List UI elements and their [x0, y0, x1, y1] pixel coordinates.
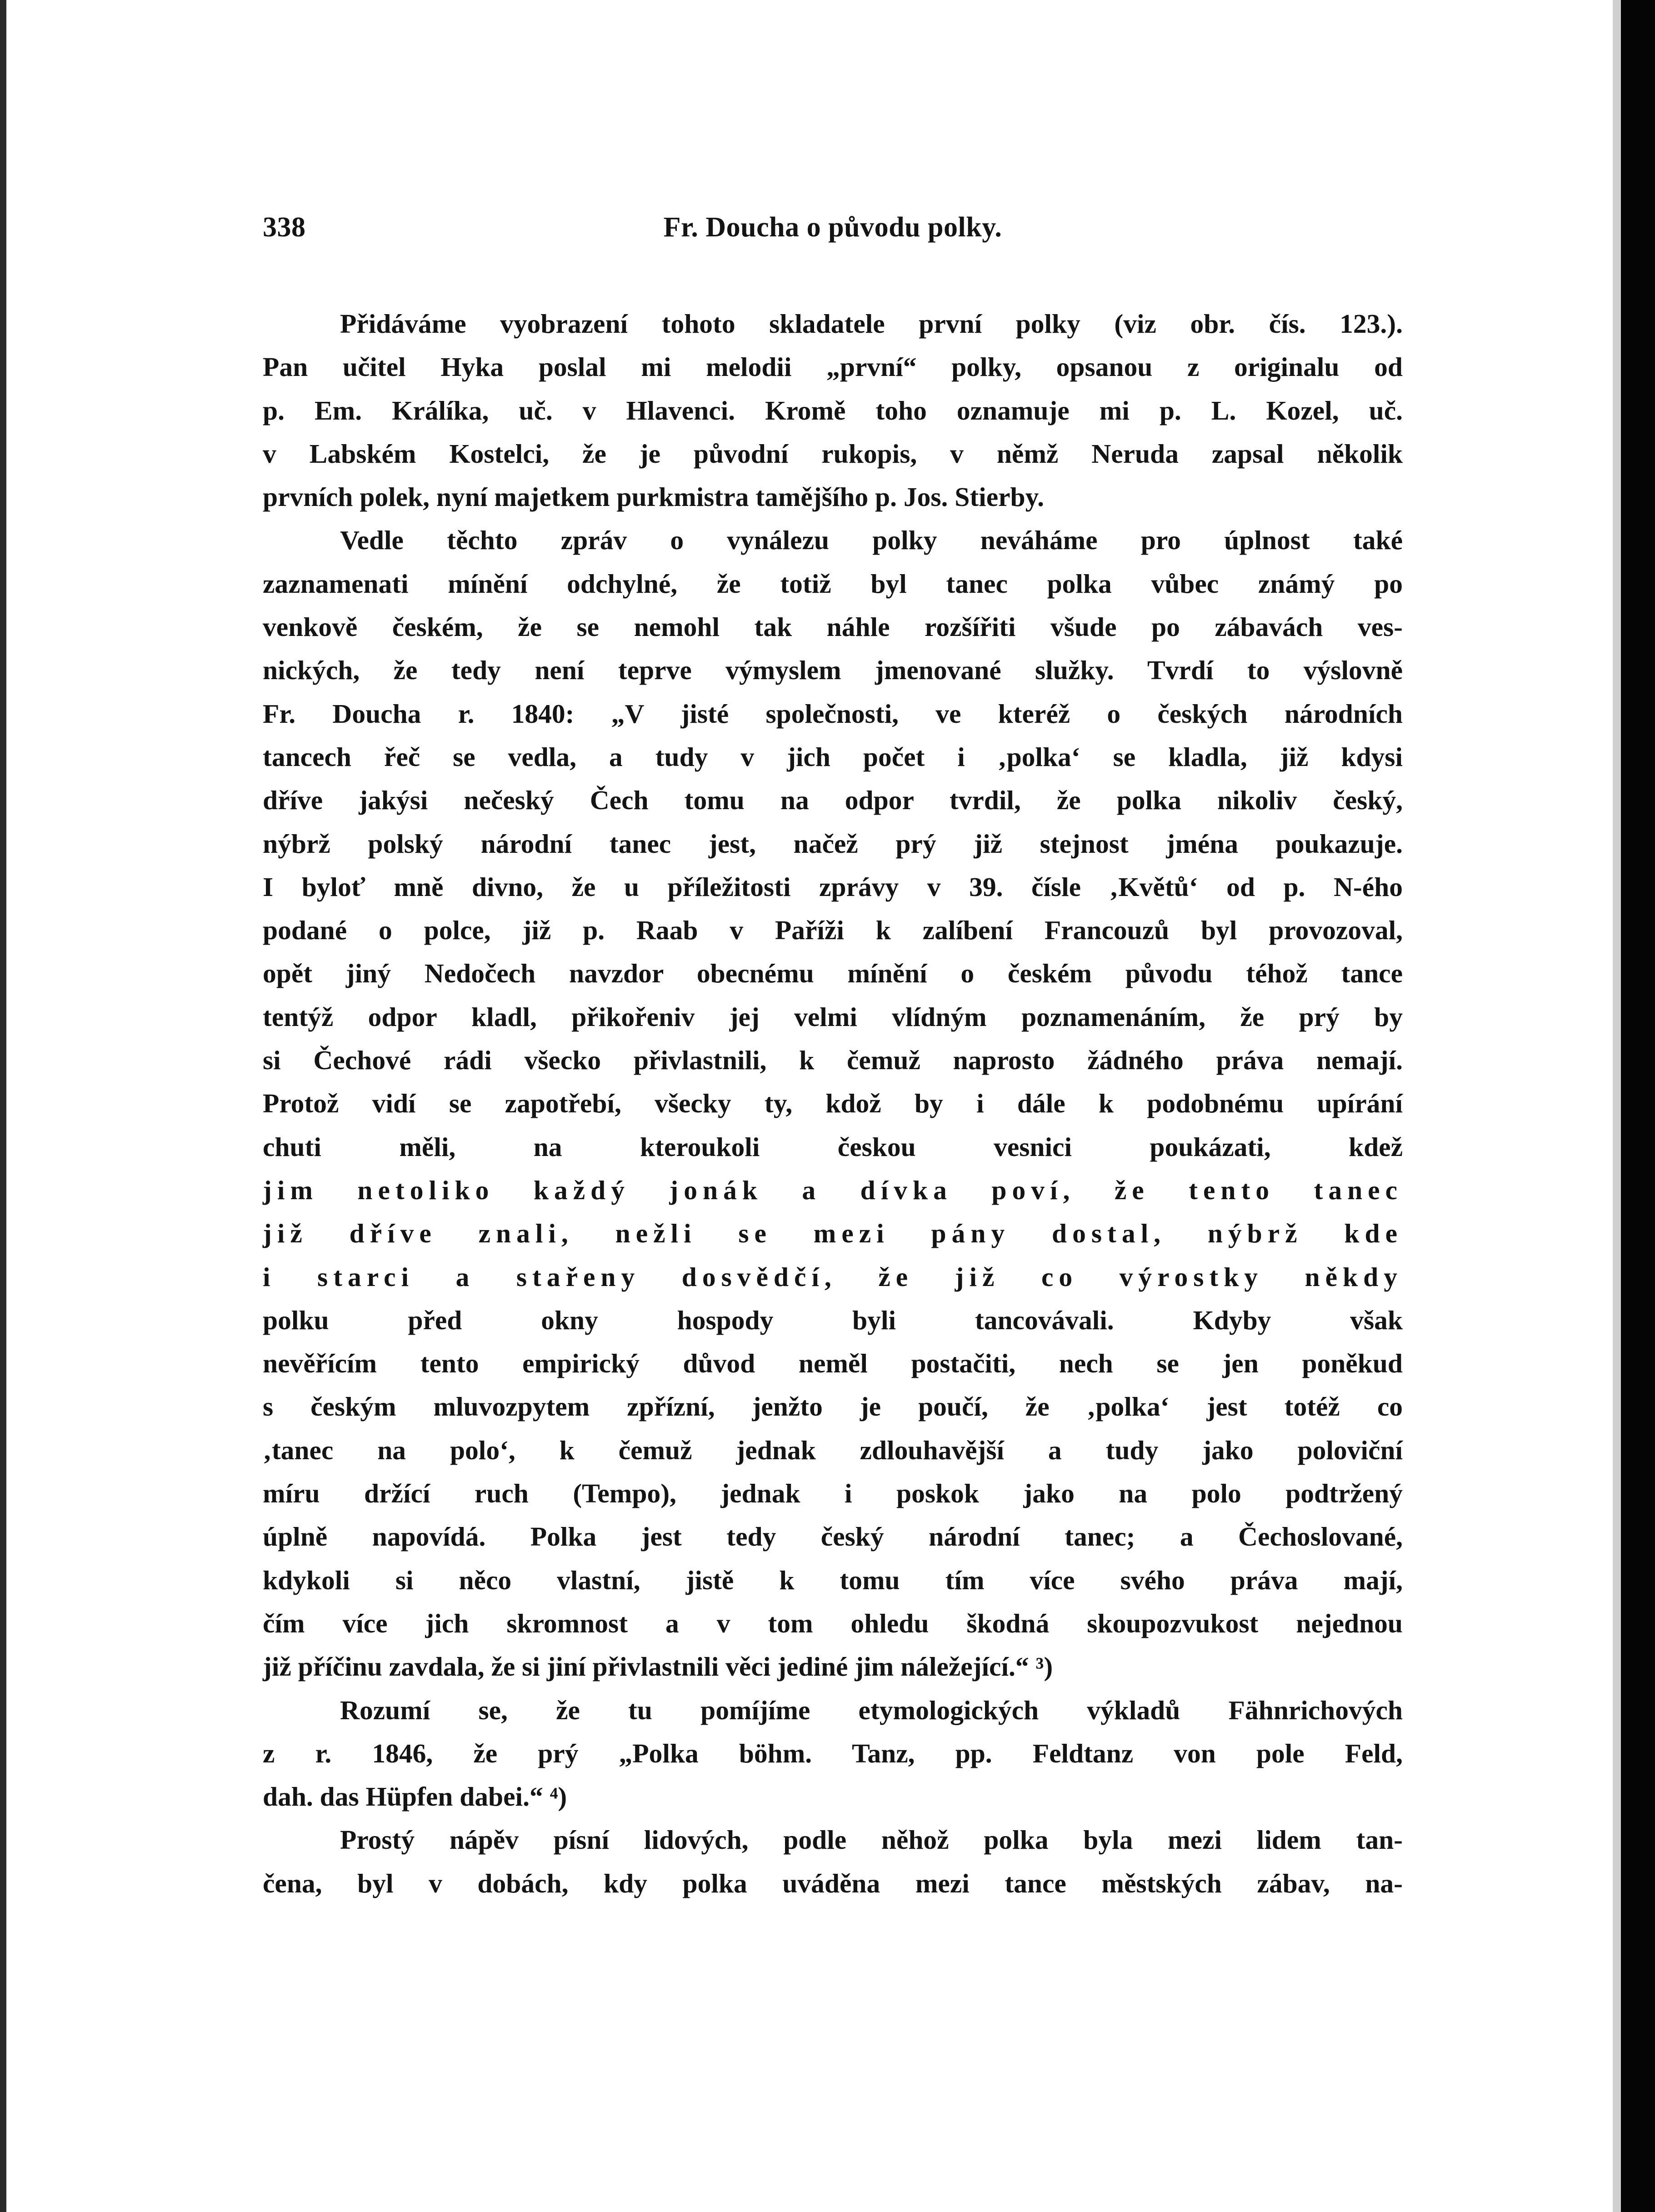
text-line: tancech řeč se vedla, a tudy v jich počet i ‚polka‘ se kladla, již kdysi: [263, 741, 1403, 772]
text-line: si Čechové rádi všecko přivlastnili, k čemuž naprosto žádného práva nemají.: [263, 1045, 1403, 1076]
text-line: tentýž odpor kladl, přikořeniv jej velmi vlídným poznamenáním, že prý by: [263, 1001, 1403, 1032]
text-line: již dříve znali, nežli se mezi pány dostal, nýbrž kde: [263, 1218, 1403, 1249]
page-number: 338: [263, 212, 306, 243]
text-line: jim netoliko každý jonák a dívka poví, že tento tanec: [263, 1175, 1403, 1205]
text-line: polku před okny hospody byli tancovávali. Kdyby však: [263, 1305, 1403, 1335]
text-line: venkově českém, že se nemohl tak náhle rozšířiti všude po zábavách ves-: [263, 612, 1403, 642]
text-line: nýbrž polský národní tanec jest, načež prý již stejnost jména poukazuje.: [263, 828, 1403, 859]
text-line: již příčinu zavdala, že si jiní přivlastnili věci jediné jim náležející.“ ³): [263, 1651, 1053, 1682]
text-line: z r. 1846, že prý „Polka böhm. Tanz, pp. Feldtanz von pole Feld,: [263, 1738, 1403, 1768]
text-line: ‚tanec na polo‘, k čemuž jednak zdlouhavější a tudy jako poloviční: [263, 1435, 1403, 1465]
text-line: Protož vidí se zapotřebí, všecky ty, kdož by i dále k podobnému upírání: [263, 1088, 1403, 1119]
text-line: i starci a stařeny dosvědčí, že již co výrostky někdy: [263, 1261, 1403, 1292]
text-line: Rozumí se, že tu pomíjíme etymologických výkladů Fähnrichových: [340, 1695, 1403, 1725]
text-line: dříve jakýsi nečeský Čech tomu na odpor tvrdil, že polka nikoliv český,: [263, 785, 1403, 816]
text-line: Přidáváme vyobrazení tohoto skladatele první polky (viz obr. čís. 123.).: [340, 309, 1403, 339]
text-line: Pan učitel Hyka poslal mi melodii „první“ polky, opsanou z originalu od: [263, 352, 1403, 382]
text-line: opět jiný Nedočech navzdor obecnému mínění o českém původu téhož tance: [263, 958, 1403, 989]
text-line: podané o polce, již p. Raab v Paříži k zalíbení Francouzů byl provozoval,: [263, 915, 1403, 946]
running-head: [263, 207, 1403, 257]
text-line: zaznamenati mínění odchylné, že totiž byl tanec polka vůbec známý po: [263, 568, 1403, 599]
text-line: s českým mluvozpytem zpřízní, jenžto je poučí, že ‚polka‘ jest totéž co: [263, 1391, 1403, 1422]
book-page: [263, 207, 1403, 1905]
scan-edge-right: [1621, 0, 1655, 2212]
text-line: chuti měli, na kteroukoli českou vesnici poukázati, kdež: [263, 1131, 1403, 1162]
text-line: čena, byl v dobách, kdy polka uváděna mezi tance městských zábav, na-: [263, 1868, 1403, 1898]
text-line: Fr. Doucha r. 1840: „V jisté společnosti, ve kteréž o českých národních: [263, 698, 1403, 729]
scan-edge-left: [0, 0, 6, 2212]
text-line: úplně napovídá. Polka jest tedy český národní tanec; a Čechoslované,: [263, 1521, 1403, 1552]
text-line: Vedle těchto zpráv o vynálezu polky neváháme pro úplnost také: [340, 525, 1403, 556]
text-line: p. Em. Králíka, uč. v Hlavenci. Kromě toho oznamuje mi p. L. Kozel, uč.: [263, 395, 1403, 425]
text-line: prvních polek, nyní majetkem purkmistra tamějšího p. Jos. Stierby.: [263, 482, 1044, 512]
text-line: nevěřícím tento empirický důvod neměl postačiti, nech se jen poněkud: [263, 1348, 1403, 1379]
text-line: Prostý nápěv písní lidových, podle něhož polka byla mezi lidem tan-: [340, 1825, 1403, 1855]
text-line: nických, že tedy není teprve výmyslem jmenované služky. Tvrdí to výslovně: [263, 655, 1403, 686]
text-line: v Labském Kostelci, že je původní rukopis, v němž Neruda zapsal několik: [263, 438, 1403, 469]
text-line: čím více jich skromnost a v tom ohledu škodná skoupozvukost nejednou: [263, 1608, 1403, 1638]
scan-edge-right-inner: [1613, 0, 1621, 2212]
text-line: míru držící ruch (Tempo), jednak i poskok jako na polo podtržený: [263, 1478, 1403, 1509]
text-line: kdykoli si něco vlastní, jistě k tomu tím více svého práva mají,: [263, 1565, 1403, 1595]
running-title: Fr. Doucha o původu polky.: [663, 212, 1002, 243]
text-line: I byloť mně divno, že u příležitosti zprávy v 39. čísle ‚Květů‘ od p. N-ého: [263, 871, 1403, 902]
text-line: dah. das Hüpfen dabei.“ ⁴): [263, 1782, 567, 1812]
body-text: [263, 302, 1403, 1905]
